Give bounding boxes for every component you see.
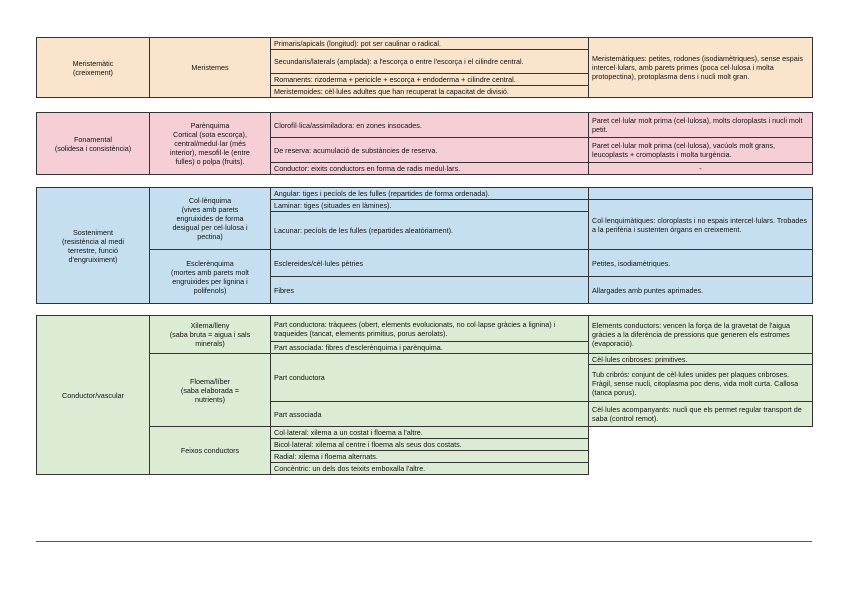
tissue-group-label: Feixos conductors [150,427,271,475]
cell-characteristics: Meristemàtiques: petites, rodones (isodiamètriques), sense espais intercel·lulars, amb parets primes (poca cel·lulosa i molta protopectina), protoplasma dens i nucli molt gran. [589,38,813,98]
table-row: Part associada: fibres d'esclerènquima i parènquima. [271,342,589,354]
section-title: Meristemàtic (creixement) [37,38,150,98]
table-row: Col·lateral: xilema a un costat i floema a l'altre. [271,427,589,439]
table-row: Fibres [271,277,589,304]
table-row: Part conductora: tràquees (obert, elements evolucionats, no col·lapse gràcies a lignina) i traqueides (tancat, elements primitius, porus aerolats). [271,316,589,342]
cell-characteristics: Paret cel·lular molt prima (cel·lulosa), vacúols molt grans, leucoplasts + cromoplasts i molta turgència. [589,138,813,163]
table-row: Laminar: tiges (situades en làmines). [271,200,589,212]
meristematic-section [36,37,813,98]
table-row: Bicol·lateral: xilema al centre i floema als seus dos costats. [271,439,589,451]
table-row: Secundaris/laterals (amplada): a l'escorça o entre l'escorça i el cilindre central. [271,50,589,74]
section-title: Conductor/vascular [37,316,150,475]
section-title: Fonamental (solidesa i consistència) [37,113,150,175]
table-row: Concèntric: un dels dos teixits emboxalla l'altre. [271,463,589,475]
table-row: Part conductora [271,354,589,402]
table-row: Angular: tiges i pecíols de les fulles (repartides de forma ordenada). [271,188,589,200]
tissue-group-label: Parènquima Cortical (sota escorça), central/medul·lar (més interior), mesofil·le (entre fulles) o polpa (fruits). [150,113,271,175]
table-row: Clorofíl·lica/assimiladora: en zones insocades. [271,113,589,138]
cell-characteristics: - [589,163,813,175]
cell-characteristics: Petites, isodiamètriques. [589,250,813,277]
cell-characteristics: Elements conductors: vencen la força de la gravetat de l'aigua gràcies a la diferència de pressions que generen els estromes (evaporació). [589,316,813,354]
footer-divider [36,541,812,542]
tissue-group-label: Floema/líber (saba elaborada = nutrients) [150,354,271,427]
table-row: Esclereides/cèl·lules pètries [271,250,589,277]
tissue-group-label: Esclerènquima (mortes amb parets molt engruixides per lignina i polifenols) [150,250,271,304]
table-row: De reserva: acumulació de substàncies de reserva. [271,138,589,163]
table-row: Part associada [271,402,589,427]
table-row: Meristemoides: cèl·lules adultes que han recuperat la capacitat de divisió. [271,86,589,98]
cell-characteristics: Cèl·lules acompanyants: nucli que els permet regular transport de saba (control remot). [589,402,813,427]
cell-characteristics: Paret cel·lular molt prima (cel·lulosa), molts cloroplasts i nucli molt petit. [589,113,813,138]
support-section [36,187,813,304]
cell-characteristics: Col·lenquimàtiques: cloroplasts i no espais intercel·lulars. Trobades a la perifèria i sustenten òrgans en creixement. [589,200,813,250]
tissue-group-label: Col·lènquima (vives amb parets engruixides de forma desigual per cel·lulosa i pectina) [150,188,271,250]
cell-characteristics: Allargades amb puntes aprimades. [589,277,813,304]
cell-characteristics: Cèl·lules cribroses: primitives. [589,354,813,365]
conductor-section [36,315,813,475]
table-row: Conductor: eixits conductors en forma de radis medul·lars. [271,163,589,175]
empty-cell [589,427,813,475]
fundamental-section [36,112,813,175]
section-title: Sosteniment (resistència al medi terrestre, funció d'engruiximent) [37,188,150,304]
table-row: Lacunar: pecíols de les fulles (repartides aleatòriament). [271,212,589,250]
tissue-group-label: Meristemes [150,38,271,98]
tissue-group-label: Xilema/lleny (saba bruta = aigua i sals minerals) [150,316,271,354]
table-row: Radial: xilema i floema alternats. [271,451,589,463]
table-row: Romanents: rizoderma + pericicle + escorça + endoderma + cilindre central. [271,74,589,86]
empty-cell [589,188,813,200]
cell-characteristics: Tub cribrós: conjunt de cèl·lules unides per plaques cribroses. Fràgil, sense nucli, citoplasma poc dens, vida molt curta. Callosa (tanca porus). [589,365,813,402]
table-row: Primaris/apicals (longitud): pot ser caulinar o radical. [271,38,589,50]
